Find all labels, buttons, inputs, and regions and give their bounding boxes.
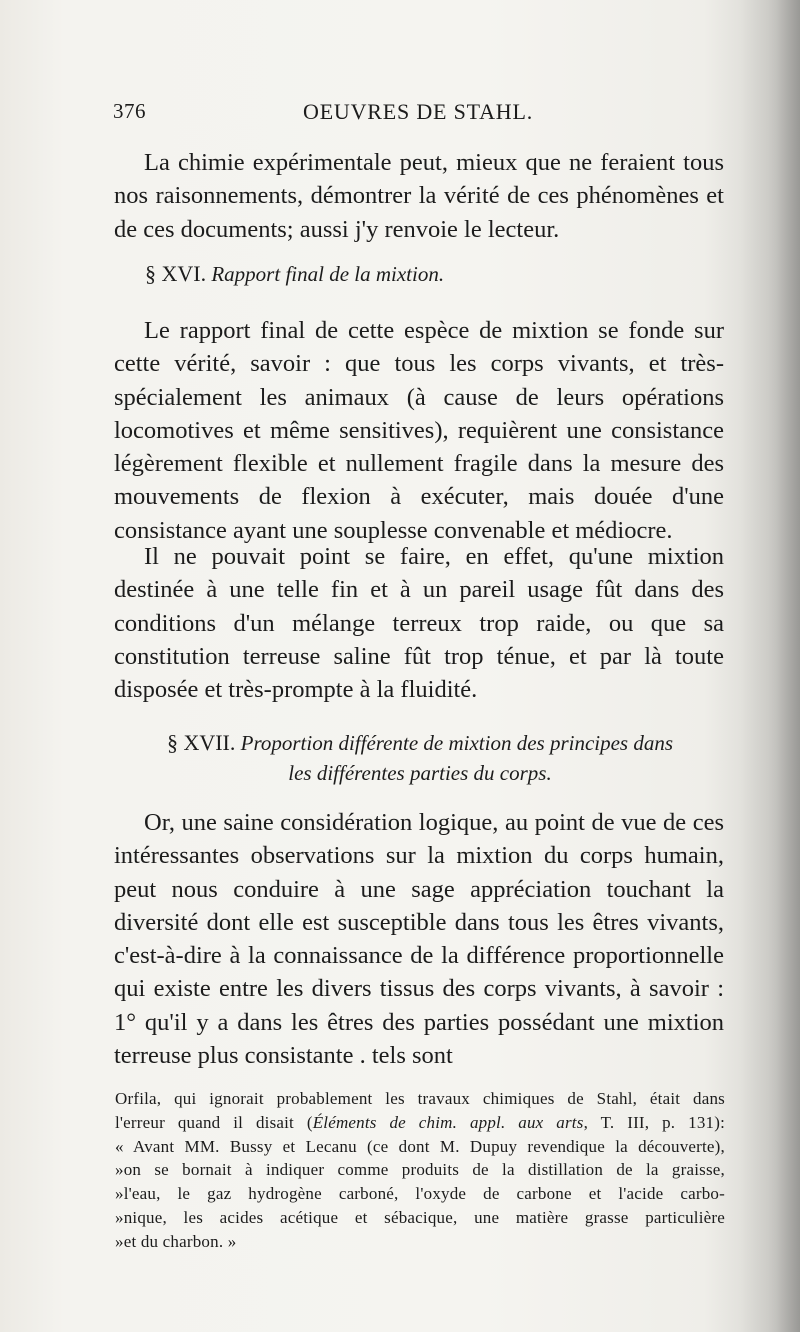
footnote-line: »et du charbon. » — [115, 1231, 237, 1251]
section-heading-xvii — [115, 728, 725, 788]
footnote-line: »nique, les acides acétique et sébacique, une matière grasse particulière — [115, 1207, 725, 1227]
footnote-line — [115, 1111, 725, 1135]
footnote-citation: Éléments de chim. appl. aux arts — [312, 1112, 584, 1132]
footnote-line: »l'eau, le gaz hydrogène carboné, l'oxyde de carbone et l'acide carbo- — [115, 1184, 725, 1204]
page-header — [113, 99, 723, 131]
section-title: Rapport final de la mixtion. — [211, 262, 445, 286]
section-title-line-2: les différentes parties du corps. — [288, 761, 552, 785]
running-title: OEUVRES DE STAHL. — [303, 99, 534, 124]
footnote-text: , T. III, p. 131): — [583, 1112, 725, 1132]
section-number: § XVI. — [145, 261, 207, 286]
footnote-line: »on se bornait à indiquer comme produits de la distillation de la graisse, — [115, 1160, 725, 1180]
section-title-line-1: Proportion différente de mixtion des principes dans — [240, 731, 674, 755]
section-number: § XVII. — [166, 730, 236, 755]
paragraph-3: Il ne pouvait point se faire, en effet, qu'une mixtion destinée à une telle fin et à un pareil usage fût dans des conditions d'un mélange terreux trop raide, ou que sa constitution terreuse saline fût trop ténue, et par là toute disposée et très-prompte à la fluidité. — [114, 543, 724, 704]
page-number: 376 — [113, 99, 146, 123]
footnote-line: Orfila, qui ignorait probablement les travaux chimiques de Stahl, était dans — [115, 1089, 725, 1108]
footnote-line: « Avant MM. Bussy et Lecanu (ce dont M. Dupuy revendique la découverte), — [115, 1136, 725, 1156]
section-heading-xvi — [145, 259, 725, 289]
paragraph-1: La chimie expérimentale peut, mieux que ne feraient tous nos raisonnements, démontrer la vérité de ces phénomènes et de ces documents; aussi j'y renvoie le lecteur. — [114, 149, 724, 243]
footnote — [115, 1087, 725, 1254]
paragraph-4: Or, une saine considération logique, au point de vue de ces intéressantes observations sur la mixtion du corps humain, peut nous conduire à une sage appréciation touchant la diversité dont elle est susceptible dans tous les êtres vivants, c'est-à-dire à la connaissance de la différence proportionnelle qui existe entre les divers tissus des corps vivants, à savoir : 1° qu'il y a dans les êtres des parties possédant une mixtion terreuse plus consistante . tels sont — [114, 809, 724, 1070]
paragraph-2: Le rapport final de cette espèce de mixtion se fonde sur cette vérité, savoir : que tous les corps vivants, et très-spécialement les animaux (à cause de leurs opérations locomotives et même sensitives), requièrent une consistance légèrement flexible et nullement fragile dans la mesure des mouvements de flexion à exécuter, mais douée d'une consistance ayant une souplesse convenable et médiocre. — [114, 317, 724, 544]
binding-shadow — [740, 0, 800, 1332]
footnote-text: l'erreur quand il disait ( — [115, 1112, 313, 1132]
